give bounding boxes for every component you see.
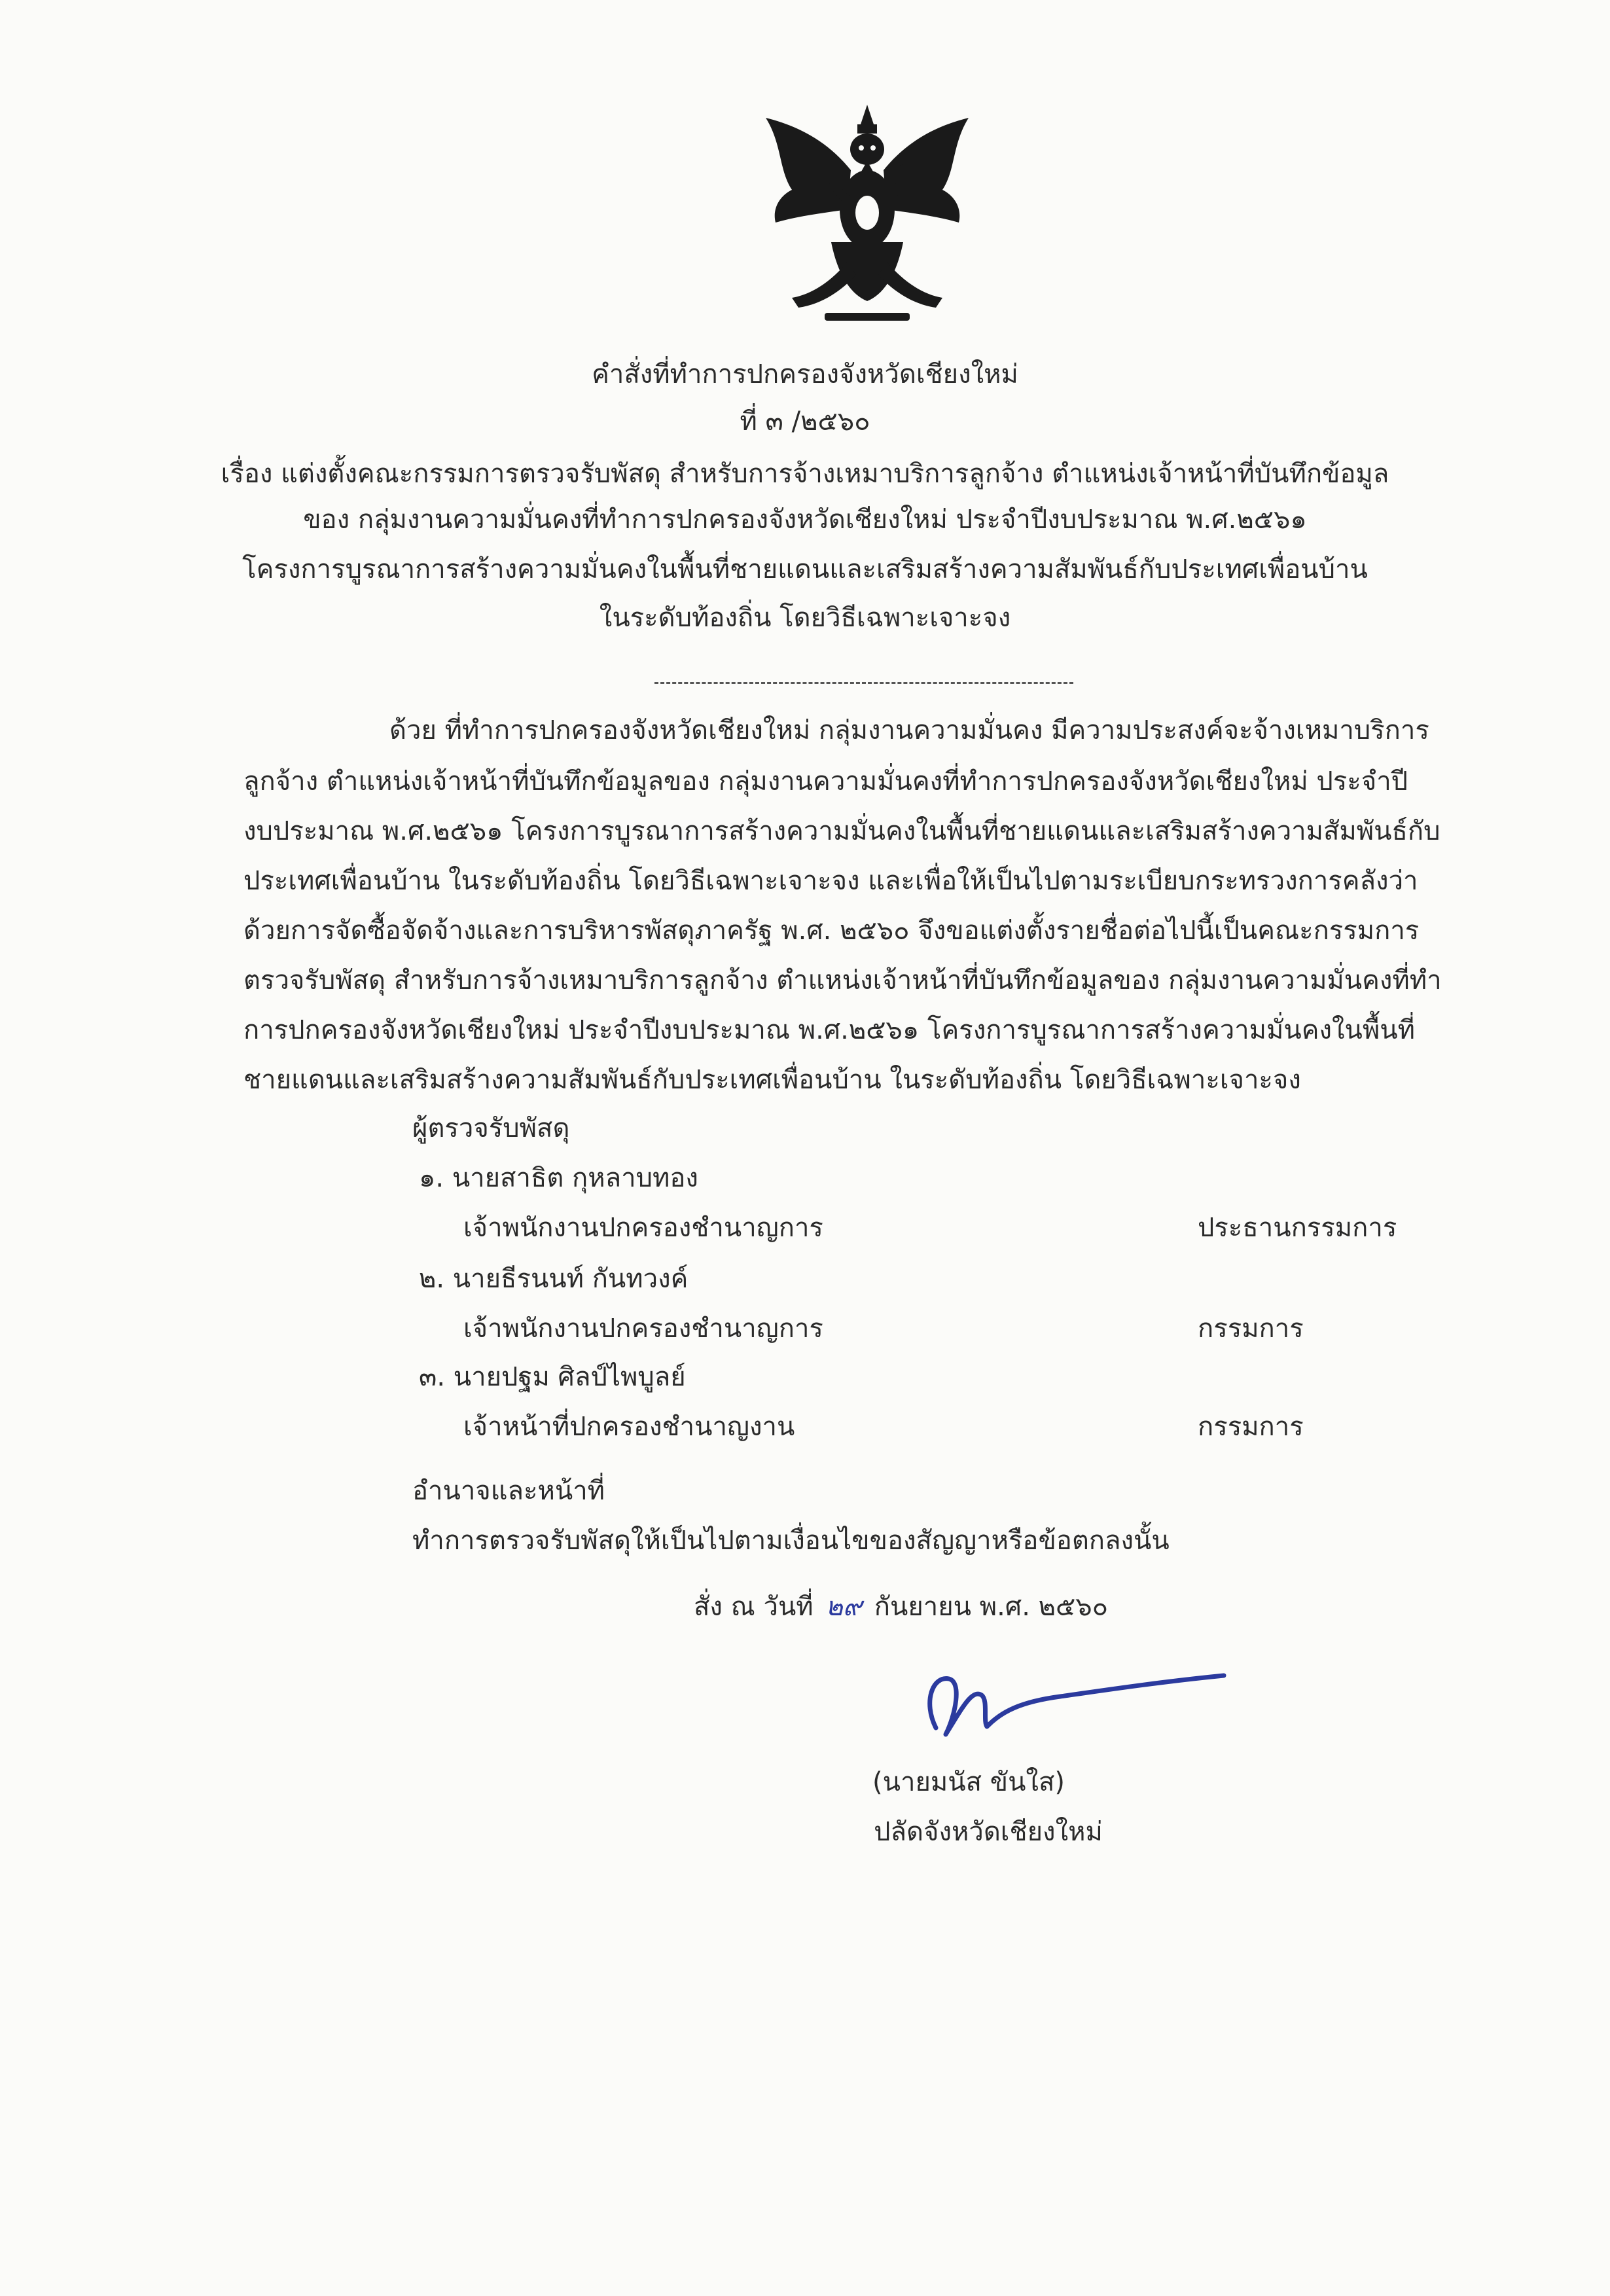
member-3-position: เจ้าหน้าที่ปกครองชำนาญงาน [463,1412,795,1442]
order-date [694,1585,1108,1627]
member-2-position: เจ้าพนักงานปกครองชำนาญการ [463,1314,823,1344]
signature-mark [910,1649,1237,1754]
subject-line-1: เรื่อง แต่งตั้งคณะกรรมการตรวจรับพัสดุ สำหรับการจ้างเหมาบริการลูกจ้าง ตำแหน่งเจ้าหน้าที่บันทึกข้อมูล [221,459,1389,489]
garuda-emblem [753,98,982,334]
member-1-role: ประธานกรรมการ [1198,1213,1397,1243]
member-1-name: ๑. นายสาธิต กุหลาบทอง [419,1163,698,1193]
body-line-5: ด้วยการจัดซื้อจัดจ้างและการบริหารพัสดุภาครัฐ พ.ศ. ๒๕๖๐ จึงขอแต่งตั้งรายชื่อต่อไปนี้เป็นคณะกรรมการ [243,916,1420,946]
body-line-6: ตรวจรับพัสดุ สำหรับการจ้างเหมาบริการลูกจ้าง ตำแหน่งเจ้าหน้าที่บันทึกข้อมูลของ กลุ่มงานความมั่นคงที่ทำ [243,965,1442,996]
member-1-position: เจ้าพนักงานปกครองชำนาญการ [463,1213,823,1243]
date-prefix: สั่ง ณ วันที่ [694,1592,814,1622]
separator-line [654,682,1073,684]
body-line-4: ประเทศเพื่อนบ้าน ในระดับท้องถิ่น โดยวิธีเฉพาะเจาะจง และเพื่อให้เป็นไปตามระเบียบกระทรวงการคลังว่า [243,866,1418,896]
member-2-name: ๒. นายธีรนนท์ กันทวงค์ [419,1264,689,1294]
signatory-name: (นายมนัส ขันใส) [872,1767,1065,1797]
subject-line-2: ของ กลุ่มงานความมั่นคงที่ทำการปกครองจังหวัดเชียงใหม่ ประจำปีงบประมาณ พ.ศ.๒๕๖๑ [303,505,1307,535]
body-line-3: งบประมาณ พ.ศ.๒๕๖๑ โครงการบูรณาการสร้างความมั่นคงในพื้นที่ชายแดนและเสริมสร้างความสัมพันธ์กับ [243,816,1440,846]
committee-heading: ผู้ตรวจรับพัสดุ [412,1113,570,1143]
member-3-role: กรรมการ [1198,1412,1304,1442]
signatory-title: ปลัดจังหวัดเชียงใหม่ [874,1817,1103,1847]
body-line-2: ลูกจ้าง ตำแหน่งเจ้าหน้าที่บันทึกข้อมูลของ กลุ่มงานความมั่นคงที่ทำการปกครองจังหวัดเชียงใหม่ ประจำปี [243,766,1408,797]
body-line-7: การปกครองจังหวัดเชียงใหม่ ประจำปีงบประมาณ พ.ศ.๒๕๖๑ โครงการบูรณาการสร้างความมั่นคงในพื้นที่ [243,1015,1415,1045]
body-line-1: ด้วย ที่ทำการปกครองจังหวัดเชียงใหม่ กลุ่มงานความมั่นคง มีความประสงค์จะจ้างเหมาบริการ [389,715,1429,745]
date-suffix: กันยายน พ.ศ. ๒๕๖๐ [874,1592,1109,1622]
duty-text: ทำการตรวจรับพัสดุให้เป็นไปตามเงื่อนไขของสัญญาหรือข้อตกลงนั้น [412,1526,1170,1556]
member-3-name: ๓. นายปฐม ศิลป์ไพบูลย์ [419,1362,686,1392]
order-title: คำสั่งที่ทำการปกครองจังหวัดเชียงใหม่ [592,359,1018,389]
order-number: ที่ ๓ /๒๕๖๐ [740,406,870,437]
subject-line-3: โครงการบูรณาการสร้างความมั่นคงในพื้นที่ชายแดนและเสริมสร้างความสัมพันธ์กับประเทศเพื่อนบ้าน [242,554,1368,584]
body-line-8: ชายแดนและเสริมสร้างความสัมพันธ์กับประเทศเพื่อนบ้าน ในระดับท้องถิ่น โดยวิธีเฉพาะเจาะจง [243,1065,1301,1095]
member-2-role: กรรมการ [1198,1314,1304,1344]
subject-line-4: ในระดับท้องถิ่น โดยวิธีเฉพาะเจาะจง [599,603,1011,633]
duty-heading: อำนาจและหน้าที่ [412,1476,605,1506]
date-day: ๒๙ [825,1592,863,1622]
